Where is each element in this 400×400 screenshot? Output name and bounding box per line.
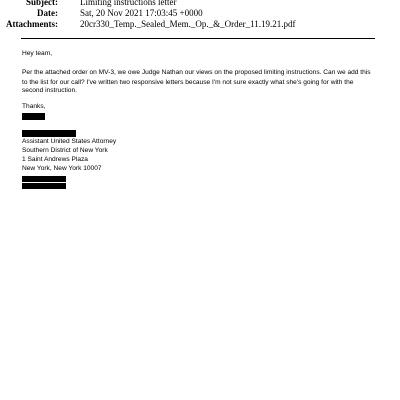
signature-city: New York, New York 10007	[22, 165, 102, 172]
header-attachments-row	[0, 18, 380, 30]
email-closing: Thanks,	[22, 103, 46, 110]
signature-office: Southern District of New York	[22, 147, 108, 154]
email-paragraph-line-1: Per the attached order on MV-3, we owe Judge Nathan our views on the proposed limiting instructions. Can we add this	[22, 69, 371, 76]
signature-title: Assistant United States Attorney	[22, 138, 117, 145]
header-divider	[21, 38, 375, 39]
email-greeting: Hey team,	[22, 50, 53, 57]
signature-street: 1 Saint Andrews Plaza	[22, 156, 88, 163]
date-value: Sat, 20 Nov 2021 17:03:45 +0000	[80, 8, 203, 18]
attachments-value: 20cr330_Temp._Sealed_Mem._Op._&_Order_11.19.21.pdf	[80, 19, 296, 29]
attachments-label: Attachments:	[6, 19, 58, 29]
redaction-bar-full-name	[22, 130, 76, 137]
subject-label: Subject:	[26, 0, 58, 7]
redaction-bar-sender-name	[22, 113, 45, 120]
subject-value: Limiting instructions letter	[80, 0, 177, 7]
email-paragraph-line-3: second instruction.	[22, 87, 77, 94]
email-paragraph-line-2: to the list for our call? I've written two responsive letters because I'm not sure exactly what she's going for with the	[22, 79, 354, 86]
date-label: Date:	[37, 8, 58, 18]
redaction-bar-contact-1	[22, 176, 66, 182]
redaction-bar-contact-2	[22, 183, 66, 189]
